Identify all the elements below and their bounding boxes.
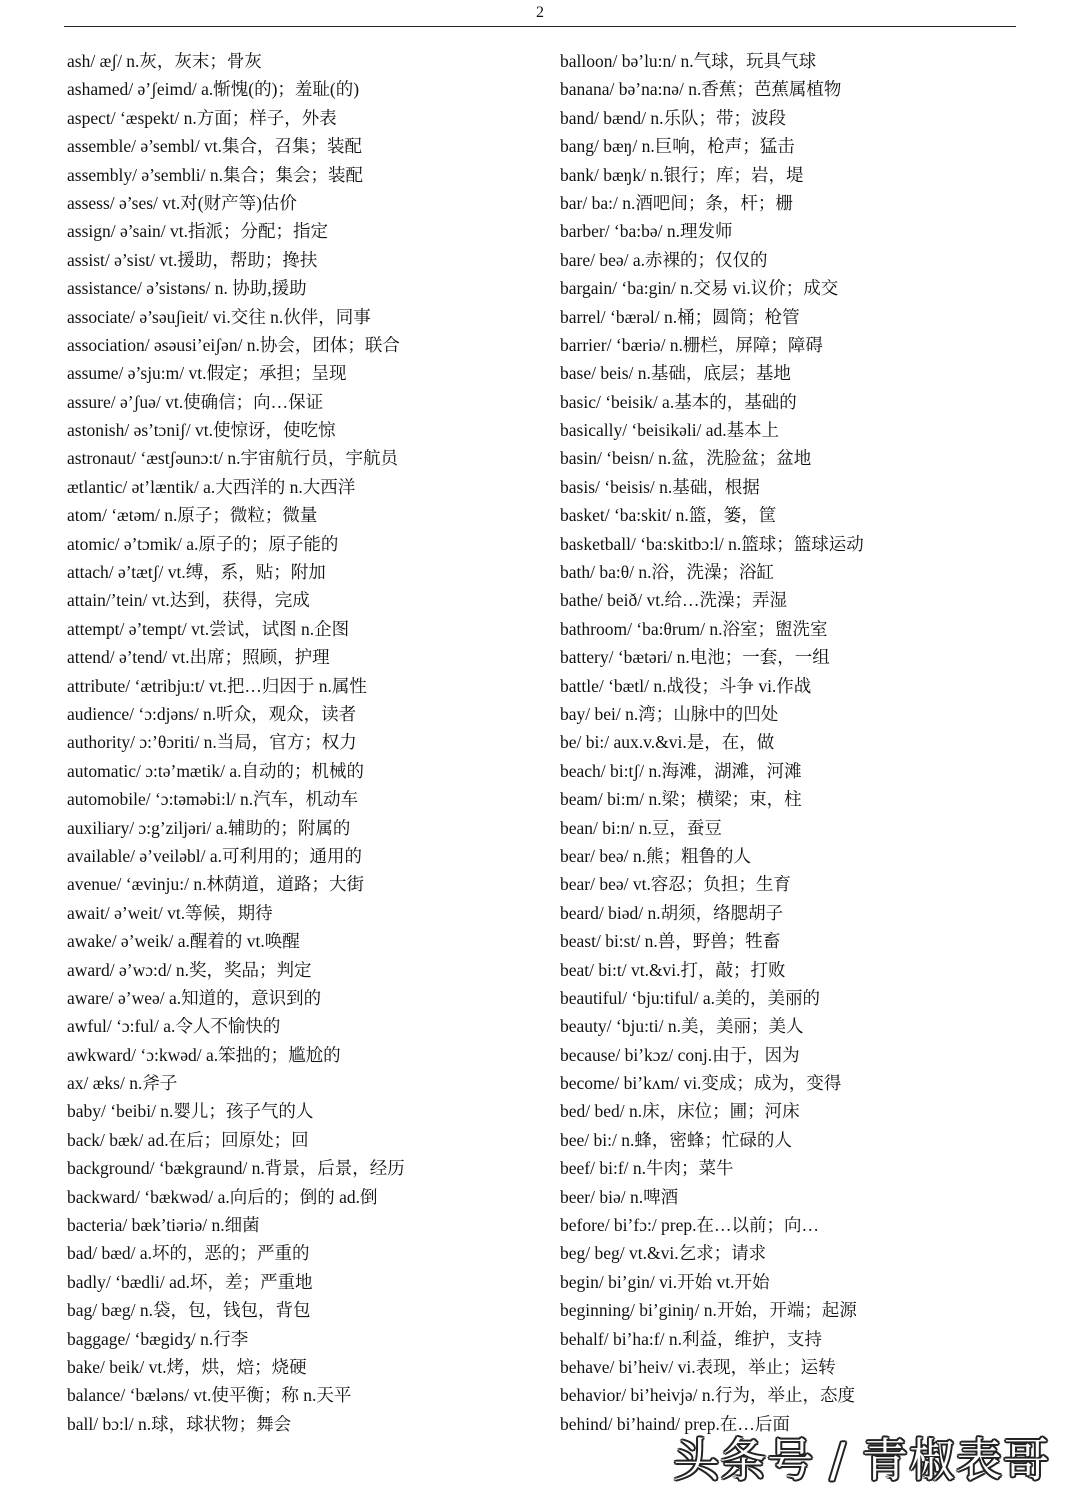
vocab-entry: assemble/ ə’sembl/ vt.集合，召集；装配 <box>67 136 363 157</box>
vocab-entry: avenue/ ‘ævinju:/ n.林荫道，道路；大街 <box>67 874 364 895</box>
vocab-entry: ash/ æʃ/ n.灰，灰末；骨灰 <box>67 51 262 71</box>
vocab-entry: basic/ ‘beisik/ a.基本的，基础的 <box>560 391 797 412</box>
vocab-entry: assembly/ ə’sembli/ n.集合；集会；装配 <box>67 164 364 185</box>
vocab-entry: balloon/ bə’lu:n/ n.气球，玩具气球 <box>560 51 817 71</box>
vocab-entry: backward/ ‘bækwəd/ a.向后的；倒的 ad.倒 <box>67 1186 378 1207</box>
vocab-entry: aware/ ə’weə/ a.知道的，意识到的 <box>67 987 322 1008</box>
vocab-entry: beginning/ bi’giniŋ/ n.开始，开端；起源 <box>560 1300 857 1321</box>
vocab-entry: astonish/ əs’tɔniʃ/ vt.使惊讶，使吃惊 <box>67 420 336 441</box>
vocab-entry: beef/ bi:f/ n.牛肉；菜牛 <box>560 1158 734 1179</box>
vocab-entry: be/ bi:/ aux.v.&vi.是，在，做 <box>560 732 775 753</box>
vocab-entry: aspect/ ‘æspekt/ n.方面；样子，外表 <box>67 107 337 128</box>
vocab-entry: beam/ bi:m/ n.梁；横梁；束，柱 <box>560 789 802 810</box>
vocab-entry: awake/ ə’weik/ a.醒着的 vt.唤醒 <box>67 931 300 952</box>
vocab-entry: bean/ bi:n/ n.豆，蚕豆 <box>560 817 722 838</box>
vocab-entry: assess/ ə’ses/ vt.对(财产等)估价 <box>67 192 297 213</box>
vocab-entry: behavior/ bi’heivjə/ n.行为，举止，态度 <box>560 1385 856 1406</box>
vocab-entry: audience/ ‘ɔ:djəns/ n.听众，观众，读者 <box>67 703 357 724</box>
vocab-entry: begin/ bi’gin/ vi.开始 vt.开始 <box>560 1271 770 1292</box>
vocab-entry: bacteria/ bæk’tiəriə/ n.细菌 <box>67 1215 260 1236</box>
vocab-entry: basis/ ‘beisis/ n.基础，根据 <box>560 476 760 497</box>
vocab-entry: attend/ ə’tend/ vt.出席；照顾，护理 <box>67 647 330 668</box>
vocab-entry: awkward/ ‘ɔ:kwəd/ a.笨拙的；尴尬的 <box>67 1044 341 1065</box>
vocab-entry: await/ ə’weit/ vt.等候，期待 <box>67 902 273 923</box>
vocab-entry: baby/ ‘beibi/ n.婴儿；孩子气的人 <box>67 1101 314 1122</box>
vocab-entry: ball/ bɔ:l/ n.球，球状物；舞会 <box>67 1413 292 1434</box>
vocab-entry: bag/ bæg/ n.袋，包，钱包，背包 <box>67 1300 311 1321</box>
vocab-entry: assign/ ə’sain/ vt.指派；分配；指定 <box>67 221 329 242</box>
vocab-entry: ashamed/ ə’ʃeimd/ a.惭愧(的)；羞耻(的) <box>67 79 360 100</box>
vocab-entry: bathroom/ ‘ba:θrum/ n.浴室；盥洗室 <box>560 618 828 639</box>
vocab-entry: barber/ ‘ba:bə/ n.理发师 <box>560 221 733 242</box>
vocab-entry: ætlantic/ ət’læntik/ a.大西洋的 n.大西洋 <box>67 476 356 497</box>
vocab-entry: bear/ beə/ vt.容忍；负担；生育 <box>560 874 791 895</box>
vocab-entry: bee/ bi:/ n.蜂，密蜂；忙碌的人 <box>560 1129 792 1150</box>
vocab-entry: authority/ ɔ:’θɔriti/ n.当局，官方；权力 <box>67 732 357 753</box>
vocab-entry: astronaut/ ‘æstʃəunɔ:t/ n.宇宙航行员，宇航员 <box>67 448 399 469</box>
vocab-entry: beat/ bi:t/ vt.&vi.打，敲；打败 <box>560 959 786 980</box>
vocab-entry: bear/ beə/ n.熊；粗鲁的人 <box>560 845 751 866</box>
vocab-entry: atom/ ‘ætəm/ n.原子；微粒；微量 <box>67 505 318 526</box>
vocab-entry: bank/ bæŋk/ n.银行；库；岩，堤 <box>560 164 804 185</box>
vocab-entry: award/ ə’wɔ:d/ n.奖，奖品；判定 <box>67 959 312 980</box>
vocab-entry: barrier/ ‘bæriə/ n.栅栏，屏障；障碍 <box>560 334 823 355</box>
vocab-entry: behave/ bi’heiv/ vi.表现，举止；运转 <box>560 1356 836 1377</box>
vocab-entry: balance/ ‘bæləns/ vt.使平衡；称 n.天平 <box>67 1385 352 1406</box>
vocab-entry: awful/ ‘ɔ:ful/ a.令人不愉快的 <box>67 1016 281 1037</box>
vocab-entry: barrel/ ‘bærəl/ n.桶；圆筒；枪管 <box>560 306 800 327</box>
watermark: 头条号 / 青椒表哥 <box>673 1433 1050 1487</box>
vocab-entry: basket/ ‘ba:skit/ n.篮，篓，筐 <box>560 505 777 526</box>
vocab-entry: attach/ ə’tætʃ/ vt.缚，系，贴；附加 <box>67 562 326 583</box>
header-rule <box>64 26 1016 27</box>
vocab-entry: assistance/ ə’sistəns/ n. 协助,援助 <box>67 278 307 299</box>
vocab-entry: basketball/ ‘ba:skitbɔ:l/ n.篮球；篮球运动 <box>560 533 864 554</box>
vocab-entry: badly/ ‘bædli/ ad.坏，差；严重地 <box>67 1271 313 1292</box>
vocab-entry: auxiliary/ ɔ:g’ziljəri/ a.辅助的；附属的 <box>67 817 351 838</box>
vocab-entry: bath/ ba:θ/ n.浴，洗澡；浴缸 <box>560 562 774 583</box>
vocab-entry: baggage/ ‘bægidʒ/ n.行李 <box>67 1328 249 1349</box>
vocab-entry: assure/ ə’ʃuə/ vt.使确信；向…保证 <box>67 391 324 412</box>
vocab-entry: available/ ə’veiləbl/ a.可利用的；通用的 <box>67 845 362 866</box>
vocab-entry: assist/ ə’sist/ vt.援助，帮助；搀扶 <box>67 249 318 270</box>
vocab-entry: bay/ bei/ n.湾；山脉中的凹处 <box>560 703 779 724</box>
vocab-entry: associate/ ə’səuʃieit/ vi.交往 n.伙伴，同事 <box>67 306 371 327</box>
vocab-entry: bad/ bæd/ a.坏的，恶的；严重的 <box>67 1243 310 1264</box>
left-column <box>67 47 542 1438</box>
vocab-entry: bargain/ ‘ba:gin/ n.交易 vi.议价；成交 <box>560 278 839 299</box>
vocab-entry: association/ əsəusi’eiʃən/ n.协会，团体；联合 <box>67 334 400 355</box>
page-number: 2 <box>536 4 544 21</box>
vocab-entry: attempt/ ə’tempt/ vt.尝试，试图 n.企图 <box>67 618 350 639</box>
vocab-entry: battery/ ‘bætəri/ n.电池；一套，一组 <box>560 647 830 668</box>
vocab-entry: attribute/ ‘ætribju:t/ vt.把…归因于 n.属性 <box>67 675 367 696</box>
vocab-entry: back/ bæk/ ad.在后；回原处；回 <box>67 1129 309 1150</box>
vocab-entry: bathe/ beið/ vt.给…洗澡；弄湿 <box>560 590 787 611</box>
vocab-entry: behalf/ bi’ha:f/ n.利益，维护，支持 <box>560 1328 822 1349</box>
vocab-entry: attain/’tein/ vt.达到，获得，完成 <box>67 590 310 611</box>
vocab-entry: background/ ‘bækgraund/ n.背景，后景，经历 <box>67 1158 405 1179</box>
vocab-entry: automatic/ ɔ:tə’mætik/ a.自动的；机械的 <box>67 760 364 781</box>
vocab-entry: beauty/ ‘bju:ti/ n.美，美丽；美人 <box>560 1016 804 1037</box>
vocab-entry: bar/ ba:/ n.酒吧间；条，杆；栅 <box>560 192 793 213</box>
vocab-entry: bed/ bed/ n.床，床位；圃；河床 <box>560 1101 800 1122</box>
right-column <box>560 47 1040 1438</box>
vocab-entry: become/ bi’kʌm/ vi.变成；成为，变得 <box>560 1073 842 1094</box>
vocab-entry: bang/ bæŋ/ n.巨响，枪声；猛击 <box>560 136 795 157</box>
vocab-entry: basically/ ‘beisikəli/ ad.基本上 <box>560 420 780 441</box>
vocab-entry: behind/ bi’haind/ prep.在…后面 <box>560 1413 790 1434</box>
vocab-entry: before/ bi’fɔ:/ prep.在…以前；向… <box>560 1215 820 1236</box>
vocab-entry: because/ bi’kɔz/ conj.由于，因为 <box>560 1044 800 1065</box>
vocab-entry: banana/ bə’na:nə/ n.香蕉；芭蕉属植物 <box>560 79 842 100</box>
vocab-entry: beautiful/ ‘bju:tiful/ a.美的，美丽的 <box>560 987 821 1008</box>
vocab-entry: base/ beis/ n.基础，底层；基地 <box>560 363 791 384</box>
vocab-entry: beach/ bi:tʃ/ n.海滩，湖滩，河滩 <box>560 760 802 781</box>
vocab-entry: assume/ ə’sju:m/ vt.假定；承担；呈现 <box>67 363 347 384</box>
vocab-entry: beard/ biəd/ n.胡须，络腮胡子 <box>560 902 784 923</box>
vocab-entry: atomic/ ə’tɔmik/ a.原子的；原子能的 <box>67 533 339 554</box>
vocab-entry: band/ bænd/ n.乐队；带；波段 <box>560 107 787 128</box>
vocab-entry: bake/ beik/ vt.烤，烘，焙；烧硬 <box>67 1356 307 1377</box>
vocab-entry: beer/ biə/ n.啤酒 <box>560 1186 679 1207</box>
vocab-entry: beg/ beg/ vt.&vi.乞求；请求 <box>560 1243 767 1264</box>
vocab-entry: battle/ ‘bætl/ n.战役；斗争 vi.作战 <box>560 675 812 696</box>
vocab-entry: bare/ beə/ a.赤裸的；仅仅的 <box>560 249 768 270</box>
vocab-entry: beast/ bi:st/ n.兽，野兽；牲畜 <box>560 931 781 952</box>
vocab-entry: basin/ ‘beisn/ n.盆，洗脸盆；盆地 <box>560 448 812 469</box>
vocab-entry: automobile/ ‘ɔ:təməbi:l/ n.汽车，机动车 <box>67 789 359 810</box>
vocab-entry: ax/ æks/ n.斧子 <box>67 1073 178 1094</box>
